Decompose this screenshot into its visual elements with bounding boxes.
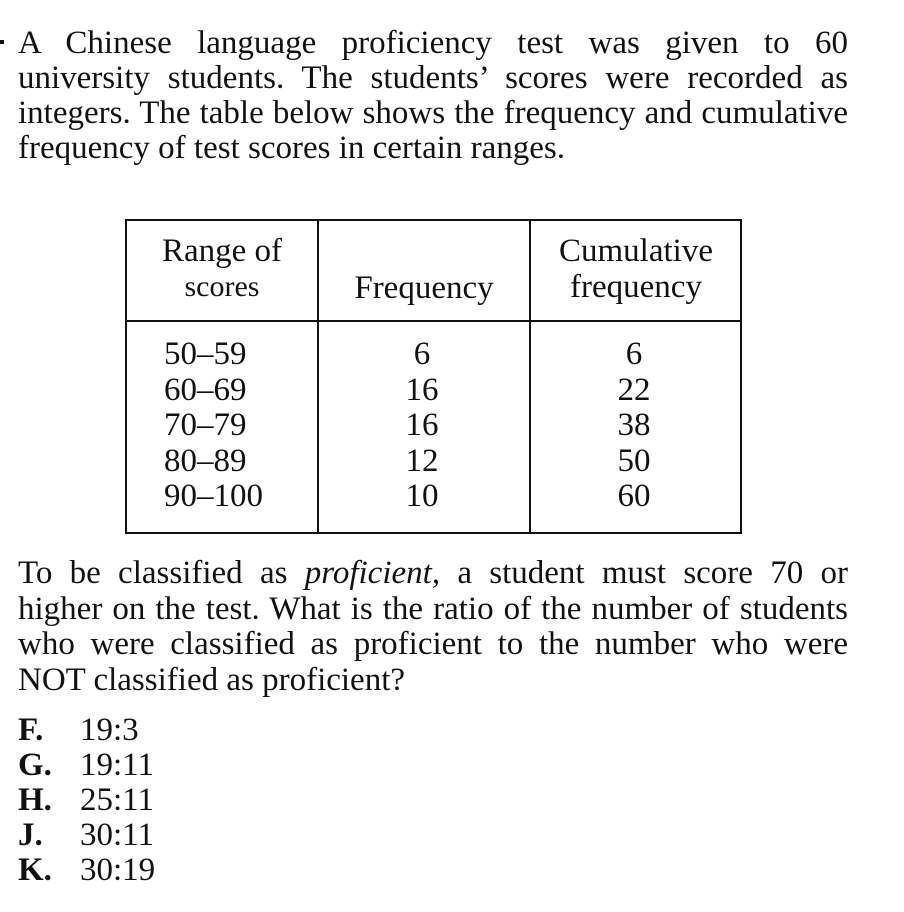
frequency-table <box>125 219 742 534</box>
table-cell-cumulative: 38 <box>617 407 651 443</box>
table-header-divider <box>127 320 740 322</box>
question-stem: A Chinese language proficiency test was given to 60 university students. The students’ scores were recorded as integers. The table below shows the frequency and cumulative frequency of test scores in certain ranges. <box>18 25 848 166</box>
answer-choice-j[interactable] <box>18 818 155 853</box>
frequencies-column <box>397 337 447 515</box>
choice-text: 25:11 <box>80 782 154 818</box>
header-cumulative-frequency: Cumulative frequency <box>559 233 713 305</box>
answer-choices <box>18 713 155 888</box>
table-cell-range: 80–89 <box>164 442 247 479</box>
answer-choice-g[interactable] <box>18 748 155 783</box>
header-range-of-scores: Range of scores <box>161 233 283 303</box>
table-cell-range: 60–69 <box>164 371 247 408</box>
table-cell-frequency: 16 <box>405 371 439 408</box>
table-cell-cumulative: 6 <box>625 336 643 372</box>
table-column-divider <box>317 221 319 532</box>
question-prompt: To be classified as proficient, a student must score 70 or higher on the test. What is the ratio of the number of students who were classified as proficient to the number who were NOT classified as proficient? <box>18 555 848 698</box>
choice-text: 30:19 <box>80 852 156 888</box>
table-cell-range: 50–59 <box>164 336 247 372</box>
choice-letter: F. <box>18 712 44 748</box>
choice-letter: J. <box>18 817 43 853</box>
choice-text: 19:11 <box>80 747 154 783</box>
answer-choice-h[interactable] <box>18 783 155 818</box>
table-cell-range: 90–100 <box>164 478 263 514</box>
choice-text: 19:3 <box>80 712 139 748</box>
choice-text: 30:11 <box>80 817 154 853</box>
table-cell-frequency: 16 <box>405 407 439 443</box>
table-cell-frequency: 10 <box>405 478 439 514</box>
table-cell-cumulative: 22 <box>617 371 651 408</box>
table-cell-frequency: 12 <box>405 442 439 479</box>
ranges-column <box>164 337 263 515</box>
table-cell-range: 70–79 <box>164 407 247 443</box>
table-cell-cumulative: 60 <box>617 478 651 514</box>
answer-choice-f[interactable] <box>18 713 155 748</box>
header-frequency: Frequency <box>354 270 494 306</box>
choice-letter: G. <box>18 747 52 783</box>
table-cell-frequency: 6 <box>413 336 431 372</box>
table-cell-cumulative: 50 <box>617 442 651 479</box>
choice-letter: H. <box>18 782 52 818</box>
choice-letter: K. <box>18 852 52 888</box>
cumulative-column <box>609 337 659 515</box>
question-number-marker <box>0 40 4 44</box>
answer-choice-k[interactable] <box>18 853 155 888</box>
